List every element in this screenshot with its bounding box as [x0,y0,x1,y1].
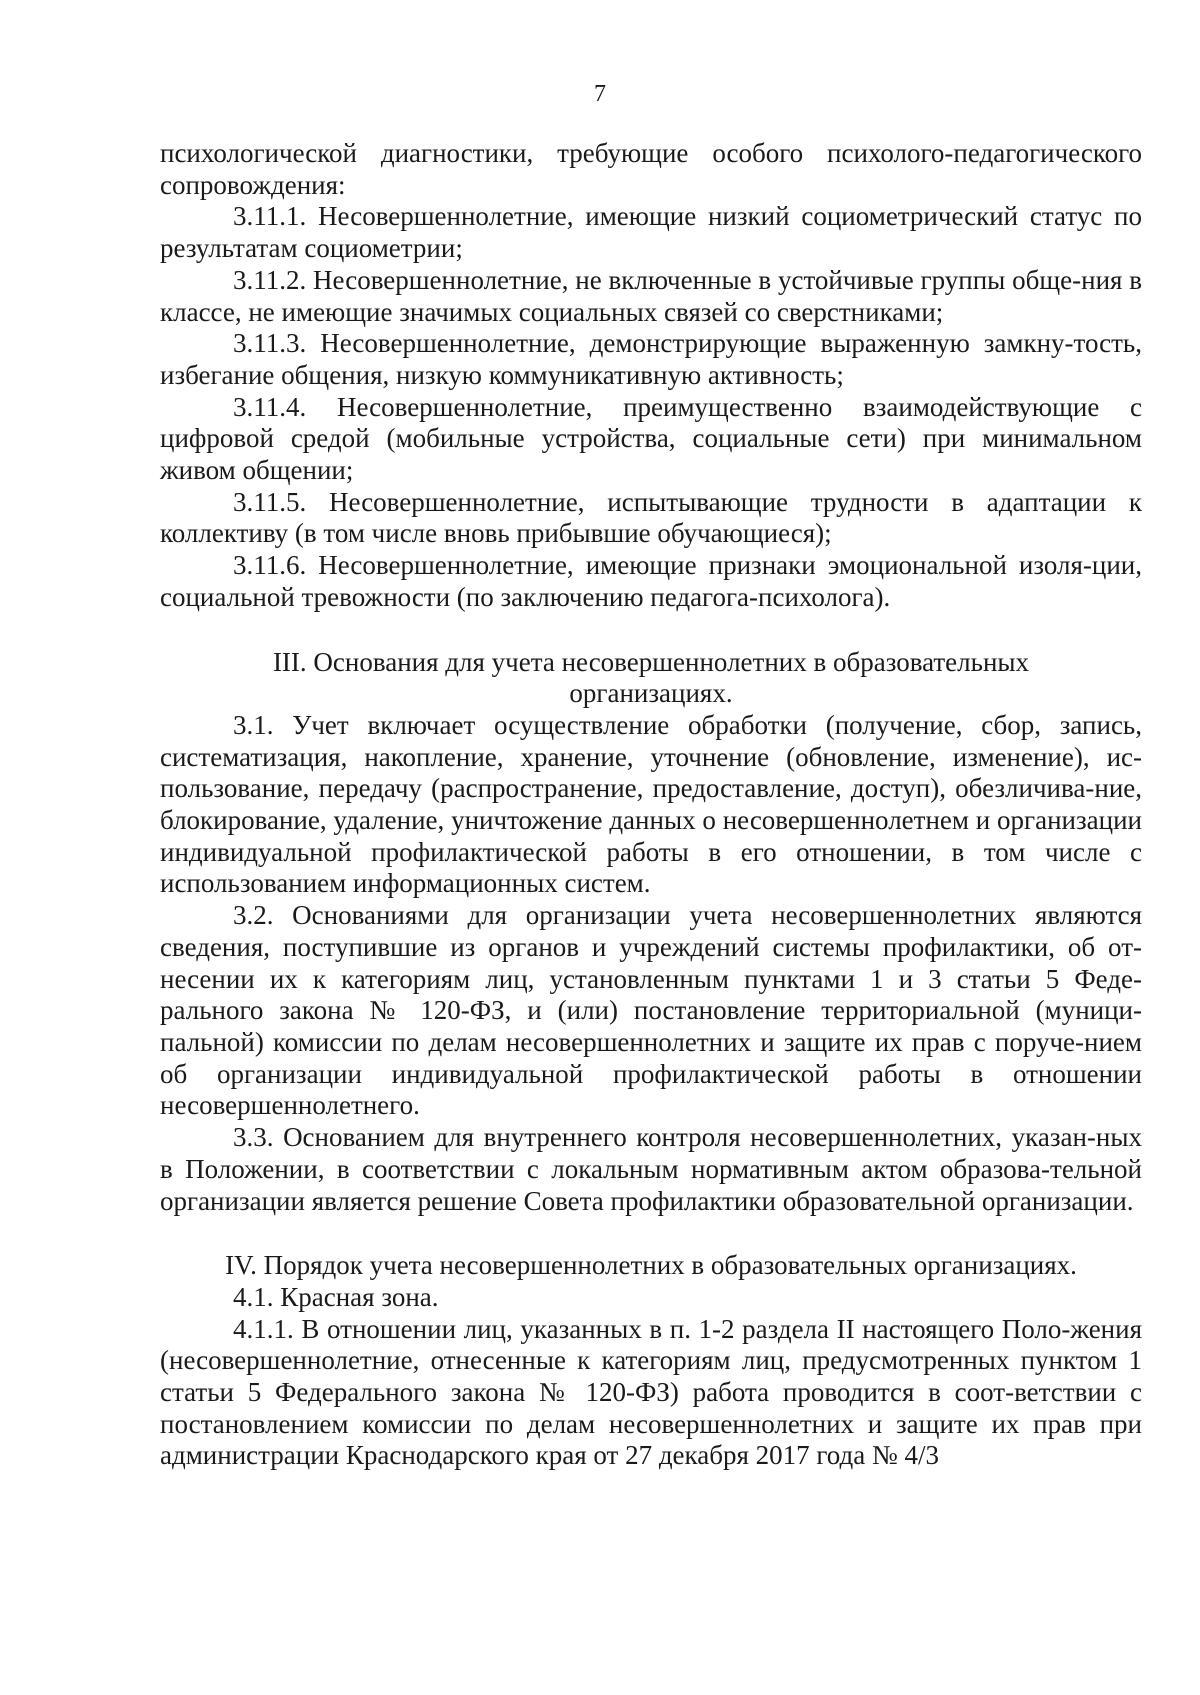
page-number: 7 [594,81,606,107]
paragraph-3-11-4: 3.11.4. Несовершеннолетние, преимущественно взаимодействующие с цифровой средой (мобильные устройства, социальные сети) при минимальном живом общении; [160,391,1142,486]
paragraph-4-1-1: 4.1.1. В отношении лиц, указанных в п. 1-2 раздела II настоящего Поло-жения (несовершеннолетние, отнесенные к категориям лиц, предусмотренных пунктом 1 статьи 5 Федерального закона № 120-ФЗ) работа проводится в соот-ветствии с постановлением комиссии по делам несовершеннолетних и защите их прав при администрации Краснодарского края от 27 декабря 2017 года № 4/3 [160,1313,1142,1471]
paragraph-4-1: 4.1. Красная зона. [233,1281,439,1312]
paragraph-3-11-3: 3.11.3. Несовершеннолетние, демонстрирующие выраженную замкну-тость, избегание общения, низкую коммуникативную активность; [160,328,1142,390]
paragraph-3-2: 3.2. Основаниями для организации учета несовершеннолетних являются сведения, поступившие из органов и учреждений системы профилактики, об от-несении их к категориям лиц, установленным пунктами 1 и 3 статьи 5 Феде-рального закона № 120-ФЗ, и (или) постановление территориальной (муници-пальной) комиссии по делам несовершеннолетних и защите их прав с поруче-нием об организации индивидуальной профилактической работы в отношении несовершеннолетнего. [160,900,1142,1121]
section-gap [160,1217,1142,1250]
paragraph-3-11-2: 3.11.2. Несовершеннолетние, не включенные в устойчивые группы обще-ния в классе, не имеющие значимых социальных связей со сверстниками; [160,264,1142,327]
section-heading-iii: III. Основания для учета несовершеннолетних в образовательных организациях. [272,646,1030,709]
document-body [160,138,1142,1472]
paragraph-3-11-1: 3.11.1. Несовершеннолетние, имеющие низкий социометрический статус по результатам социометрии; [160,201,1142,264]
paragraph-continuation: психологической диагностики, требующие особого психолого-педагогического сопровождения: [160,138,1142,200]
paragraph-3-3: 3.3. Основанием для внутреннего контроля несовершеннолетних, указан-ных в Положении, в соответствии с локальным нормативным актом образова-тельной организации является решение Совета профилактики образовательной организации. [160,1122,1142,1216]
paragraph-3-1: 3.1. Учет включает осуществление обработки (получение, сбор, запись, систематизация, накопление, хранение, уточнение (обновление, изменение), ис-пользование, передачу (распространение, предоставление, доступ), обезличива-ние, блокирование, удаление, уничтожение данных о несовершеннолетнем и организации индивидуальной профилактической работы в его отношении, в том числе с использованием информационных систем. [160,709,1142,899]
section-heading-iv: IV. Порядок учета несовершеннолетних в образовательных организациях. [225,1250,1077,1281]
section-gap [160,614,1142,647]
paragraph-3-11-6: 3.11.6. Несовершеннолетние, имеющие признаки эмоциональной изоля-ции, социальной тревожности (по заключению педагога-психолога). [160,550,1142,612]
paragraph-3-11-5: 3.11.5. Несовершеннолетние, испытывающие трудности в адаптации к коллективу (в том числе вновь прибывшие обучающиеся); [160,486,1142,549]
